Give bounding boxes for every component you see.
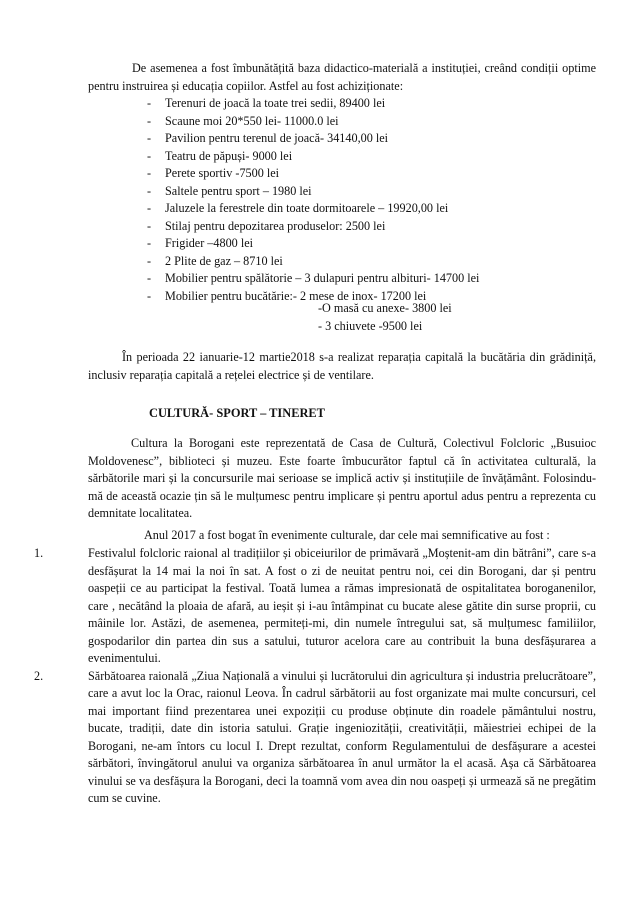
event-number: 2. [34,668,44,683]
list-item-text: Scaune moi 20*550 lei- 11000.0 lei [165,113,339,128]
list-dash: - [147,183,152,198]
list-dash: - [147,131,152,145]
kitchen-sub-item: - 3 chiuvete -9500 lei [318,318,423,333]
kitchen-sub-item: -O masă cu anexe- 3800 lei [318,301,452,315]
list-item [147,148,479,166]
event-text: Sărbătoarea raională „Ziua Națională a vinului și lucrătorului din agricultura și industria prelucrătoare”, care a avut loc la Orac, raionul Leova. În cadrul sărbătorii au fost organizate mai multe concursuri, cel mai important fiind prezentarea unei expoziții cu produse obținute din roadele pământului nostru, bucate, tradiții, date din istoria satului. Grație ingeniozității, creativității, măiestriei echipei de la Borogani, ne-am întors cu locul I. Drept rezultat, conform Regulamentului de desfășurare a acestei sărbători, învingătorul anului va organiza sărbătoarea în anul următor la el acasă. Așa că Sărbătoarea vinului se va desfășura la Borogani, deci la toamnă vom avea din nou oaspeți și urmează să ne pregătim cum se cuvine. [88,668,596,805]
list-dash: - [147,271,152,285]
list-dash: - [147,166,152,180]
list-item [147,253,479,271]
list-item [147,113,479,131]
list-dash: - [147,218,152,233]
list-item-text: Perete sportiv -7500 lei [165,166,280,180]
list-item-text: Mobilier pentru spălătorie – 3 dulapuri pentru albituri- 14700 lei [165,271,480,285]
list-item [147,218,479,236]
list-item-text: Jaluzele la ferestrele din toate dormitoarele – 19920,00 lei [165,201,449,215]
list-item-text: 2 Plite de gaz – 8710 lei [165,253,283,268]
event-item [34,668,596,808]
list-dash: - [147,96,152,110]
list-item [147,130,479,148]
list-dash: - [147,148,152,163]
culture-paragraph: Cultura la Borogani este reprezentată de Casa de Cultură, Colectivul Folcloric „Busuioc Moldovenesc”, biblioteci și muzeu. Este foarte îmbucurător faptul că în activitatea culturală, la sărbătorile mari și la concursurile mai serioase se implică activ și instituțiile de învățământ. Folosindu-mă de această ocazie țin să le mulțumesc pentru implicare și pentru aportul adus pentru a reprezenta cu demnitate localitatea. [88,436,596,520]
section-heading: CULTURĂ- SPORT – TINERET [149,406,325,420]
list-item [147,270,479,288]
list-item [147,200,479,218]
list-item-text: Mobilier pentru bucătărie:- 2 mese de inox- 17200 lei [165,288,427,303]
list-dash: - [147,288,152,303]
event-number: 1. [34,546,44,560]
acquisitions-list [147,95,479,305]
list-dash: - [147,201,152,215]
list-item [147,165,479,183]
list-item-text: Saltele pentru sport – 1980 lei [165,183,312,198]
year-intro: Anul 2017 a fost bogat în evenimente culturale, dar cele mai semnificative au fost : [144,528,550,542]
list-item-text: Teatru de păpuși- 9000 lei [165,148,293,163]
list-item-text: Terenuri de joacă la toate trei sedii, 89400 lei [165,96,386,110]
list-item-text: Frigider –4800 lei [165,236,254,250]
list-dash: - [147,113,152,128]
events-list [34,545,596,808]
list-dash: - [147,253,152,268]
intro-paragraph: De asemenea a fost îmbunătățită baza didactico-materială a instituției, creând condiții optime pentru instruirea și educația copiilor. Astfel au fost achiziționate: [88,61,596,93]
renovation-paragraph: În perioada 22 ianuarie-12 martie2018 s-a realizat reparația capitală la bucătăria din grădiniță, inclusiv reparația capitală a rețelei electrice și de ventilare. [88,350,596,382]
event-item [34,545,596,668]
list-item-text: Pavilion pentru terenul de joacă- 34140,00 lei [165,131,389,145]
event-text: Festivalul folcloric raional al tradițiilor și obiceiurilor de primăvară „Moștenit-am din bătrâni”, care s-a desfășurat la 14 mai la noi în sat. A fost o zi de neuitat pentru noi, cei din Borogani, dar și pentru oaspeții ce au participat la festival. Toată lumea a rămas impresionată de ospitalitatea boroganenilor, care , necătând la ploaia de afară, au ieșit și i-au întâmpinat cu bucate alese gătite din surse proprii, cu mâinile lor. Astăzi, de asemenea, permiteți-mi, din numele întregului sat, să mulțumesc familiilor, gospodarilor din partea din sus a satului, tuturor acelora care au contribuit la buna desfășurarea a evenimentului. [88,546,596,665]
list-dash: - [147,236,152,250]
list-item [147,183,479,201]
list-item [147,235,479,253]
list-item-text: Stilaj pentru depozitarea produselor: 2500 lei [165,218,386,233]
list-item [147,95,479,113]
